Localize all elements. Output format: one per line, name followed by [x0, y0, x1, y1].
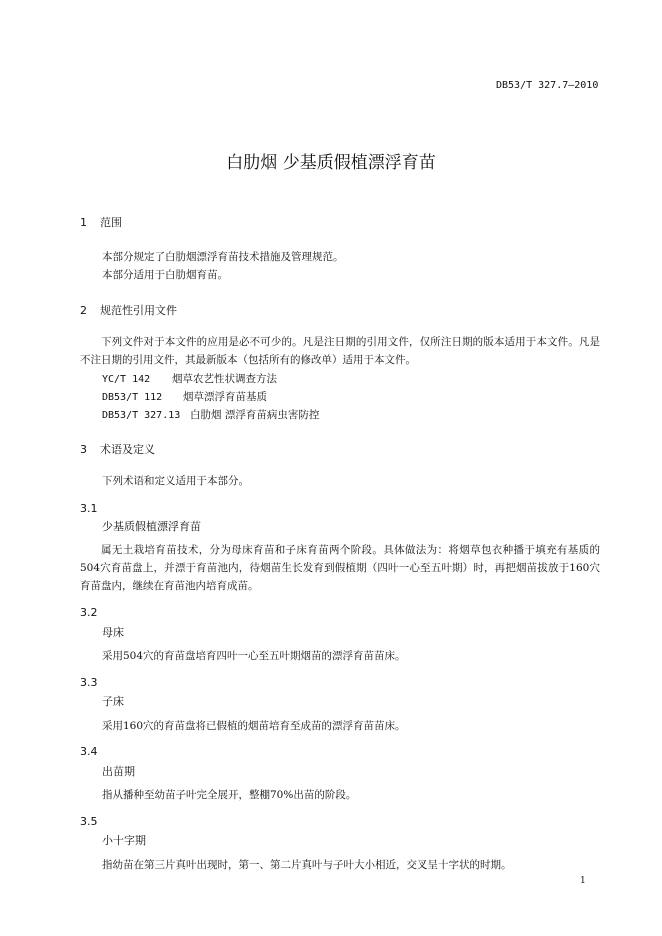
reference-name: 白肋烟 漂浮育苗病虫害防控 [190, 409, 320, 421]
section-number: 2 [80, 304, 87, 317]
section-number: 1 [80, 216, 87, 229]
page-number: 1 [580, 876, 586, 886]
reference-item [102, 370, 277, 389]
term-number: 3.1 [80, 502, 98, 515]
standard-number: DB53/T 327.7—2010 [496, 80, 599, 91]
section-title: 范围 [100, 216, 122, 229]
term-number: 3.3 [80, 676, 98, 689]
paragraph: 本部分适用于白肋烟育苗。 [102, 269, 228, 281]
document-title: 白肋烟 少基质假植漂浮育苗 [226, 153, 436, 173]
term-title: 小十字期 [102, 834, 146, 847]
term-title: 少基质假植漂浮育苗 [102, 520, 201, 533]
paragraph: 下列文件对于本文件的应用是必不可少的。凡是注日期的引用文件，仅所注日期的版本适用于本文件。凡是不注日期的引用文件，其最新版本（包括所有的修改单）适用于本文件。 [80, 336, 600, 366]
paragraph: 本部分规定了白肋烟漂浮育苗技术措施及管理规范。 [102, 251, 344, 263]
reference-code: YC/T 142 [102, 374, 151, 385]
term-number: 3.4 [80, 745, 98, 758]
section-number: 3 [80, 443, 87, 456]
term-number: 3.5 [80, 815, 98, 828]
term-title: 子床 [102, 695, 124, 708]
term-title: 母床 [102, 626, 124, 639]
section-title: 术语及定义 [100, 443, 155, 456]
reference-name: 烟草漂浮育苗基质 [183, 391, 267, 403]
reference-item [102, 388, 267, 407]
reference-item [102, 406, 319, 425]
section-heading-1 [80, 214, 122, 230]
term-number: 3.2 [80, 606, 98, 619]
paragraph: 下列术语和定义适用于本部分。 [102, 475, 249, 487]
term-title: 出苗期 [102, 765, 135, 778]
reference-name: 烟草农艺性状调查方法 [172, 373, 277, 385]
section-heading-3 [80, 441, 155, 457]
term-definition: 采用504穴的育苗盘培育四叶一心至五叶期烟苗的漂浮育苗苗床。 [102, 650, 406, 662]
term-definition: 采用160穴的育苗盘将已假植的烟苗培育至成苗的漂浮育苗苗床。 [102, 720, 406, 732]
term-definition: 属无土栽培育苗技术，分为母床育苗和子床育苗两个阶段。具体做法为：将烟草包衣种播于填充有基质的504穴育苗盘上，并漂于育苗池内，待烟苗生长发育到假植期（四叶一心至五叶期）时，再把烟苗拔放于160穴育苗盘内，继续在育苗池内培育成苗。 [80, 544, 600, 592]
term-definition: 指从播种至幼苗子叶完全展开，整棚70%出苗的阶段。 [102, 789, 357, 801]
section-title: 规范性引用文件 [100, 304, 177, 317]
section-heading-2 [80, 302, 177, 318]
reference-code: DB53/T 327.13 [102, 410, 181, 421]
term-definition: 指幼苗在第三片真叶出现时，第一、第二片真叶与子叶大小相近，交叉呈十字状的时期。 [102, 859, 512, 871]
reference-code: DB53/T 112 [102, 392, 163, 403]
